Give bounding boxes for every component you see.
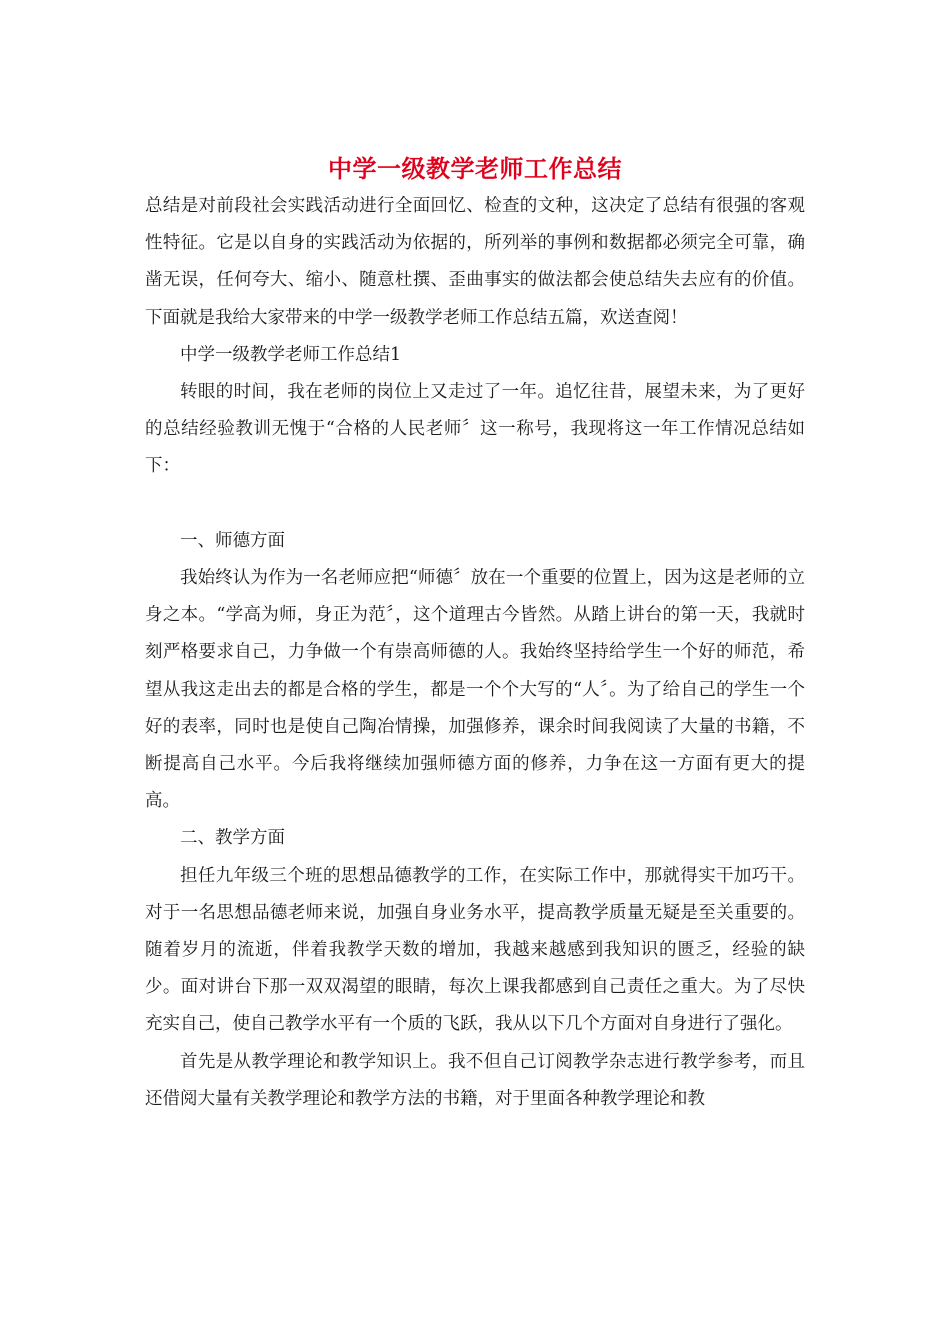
heading-teaching: 二、教学方面 — [180, 828, 285, 849]
theory-paragraph: 首先是从教学理论和教学知识上。我不但自己订阅教学杂志进行教学参考，而且还借阅大量有关教学理论和教学方法的书籍，对于里面各种教学理论和教 — [145, 1051, 805, 1109]
section-title: 中学一级教学老师工作总结1 — [180, 344, 402, 365]
document-body — [145, 150, 805, 1118]
blank-line — [145, 486, 805, 523]
opening-paragraph: 转眼的时间，我在老师的岗位上又走过了一年。追忆往昔，展望未来，为了更好的总结经验教训无愧于“合格的人民老师〞这一称号，我现将这一年工作情况总结如下： — [145, 382, 805, 477]
heading-ethics: 一、师德方面 — [180, 530, 285, 551]
document-title: 中学一级教学老师工作总结 — [328, 154, 622, 183]
teaching-paragraph: 担任九年级三个班的思想品德教学的工作，在实际工作中，那就得实干加巧干。对于一名思想品德老师来说，加强自身业务水平，提高教学质量无疑是至关重要的。随着岁月的流逝，伴着我教学天数的增加，我越来越感到我知识的匮乏，经验的缺少。面对讲台下那一双双渴望的眼睛，每次上课我都感到自己责任之重大。为了尽快充实自己，使自己教学水平有一个质的飞跃，我从以下几个方面对自身进行了强化。 — [145, 865, 805, 1035]
ethics-paragraph: 我始终认为作为一名老师应把“师德〞放在一个重要的位置上，因为这是老师的立身之本。“学高为师，身正为范〞，这个道理古今皆然。从踏上讲台的第一天，我就时刻严格要求自己，力争做一个有崇高师德的人。我始终坚持给学生一个好的师范，希望从我这走出去的都是合格的学生，都是一个个大写的“人〞。为了给自己的学生一个好的表率，同时也是使自己陶冶情操，加强修养，课余时间我阅读了大量的书籍，不断提高自己水平。今后我将继续加强师德方面的修养，力争在这一方面有更大的提高。 — [145, 568, 805, 812]
intro-paragraph: 总结是对前段社会实践活动进行全面回忆、检查的文种，这决定了总结有很强的客观性特征。它是以自身的实践活动为依据的，所列举的事例和数据都必须完全可靠，确凿无误，任何夸大、缩小、随意杜撰、歪曲事实的做法都会使总结失去应有的价值。下面就是我给大家带来的中学一级教学老师工作总结五篇，欢送查阅！ — [145, 196, 805, 328]
